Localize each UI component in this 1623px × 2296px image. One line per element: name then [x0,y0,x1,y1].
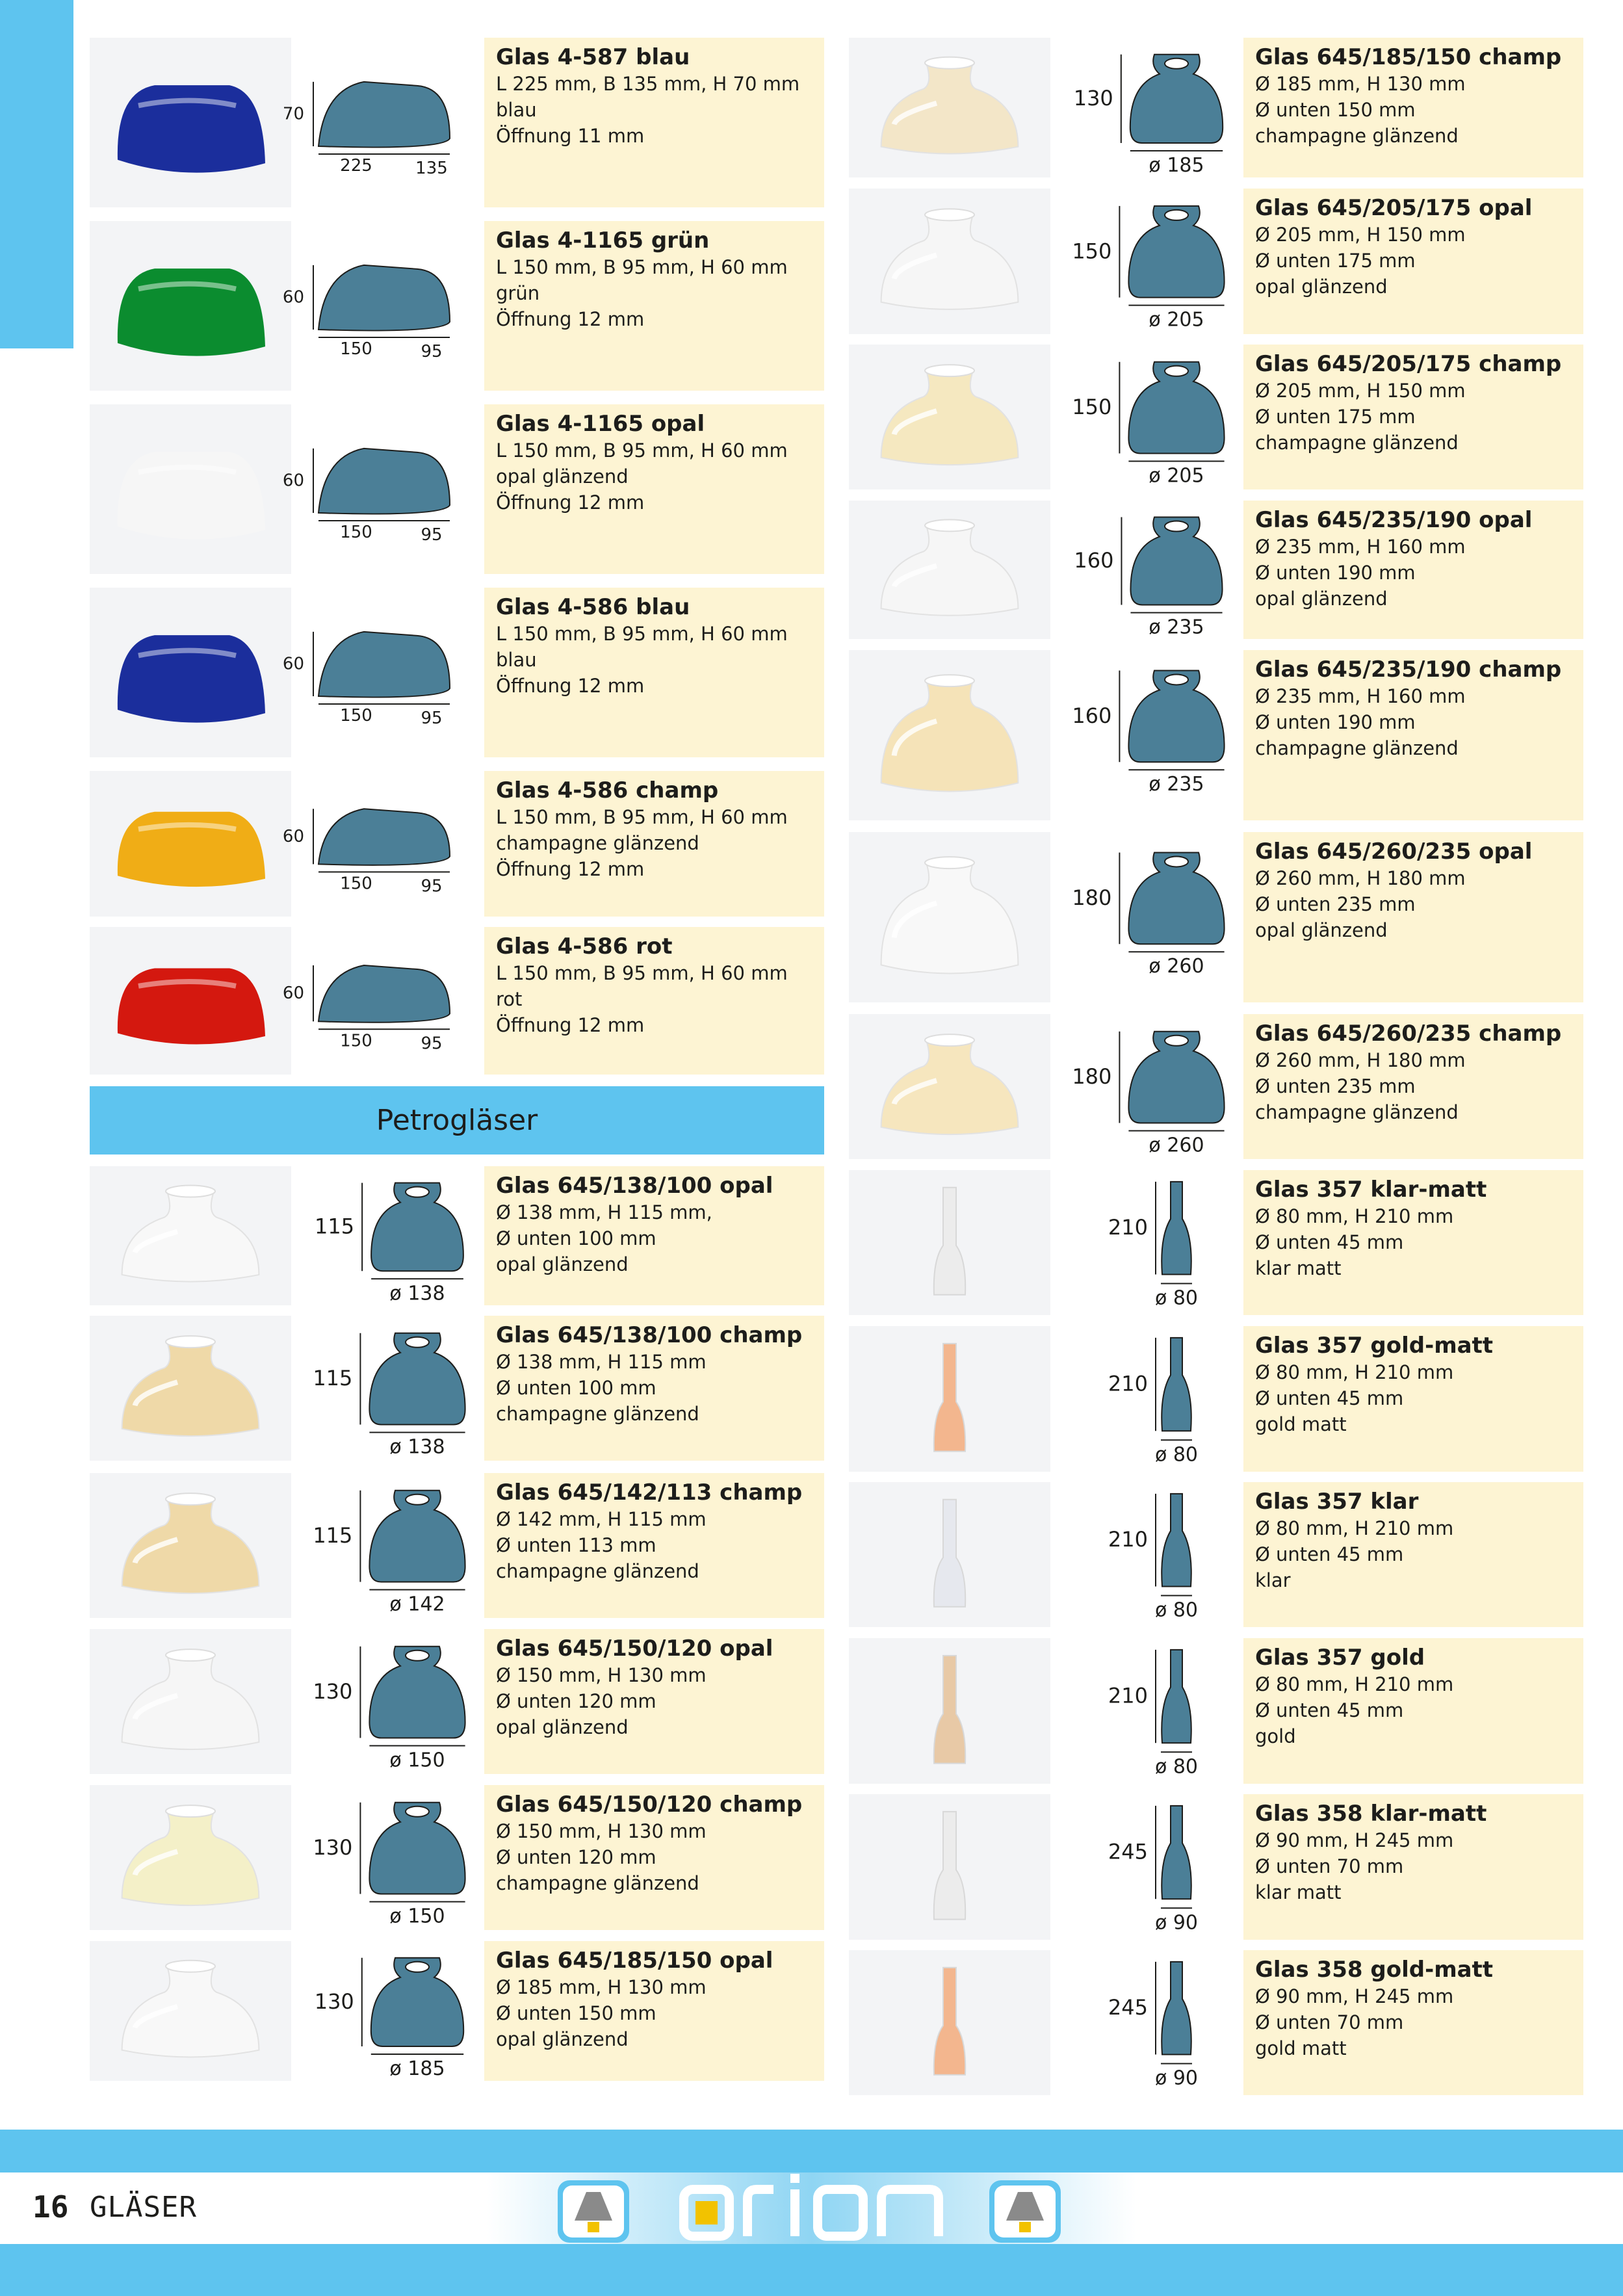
glass-shade [934,1812,965,1920]
product-spec-line: champagne glänzend [1255,432,1459,454]
product-photo [849,1170,1050,1315]
dim-height: 245 [1108,1839,1148,1864]
product-row [849,832,1583,1002]
product-spec-line: opal glänzend [496,1253,629,1275]
product-photo [849,38,1050,177]
product-row [90,1941,824,2081]
dim-width: 95 [421,525,443,545]
product-spec-line: Ø 150 mm, H 130 mm [496,1664,707,1686]
product-info [1243,1950,1583,2095]
product-info [484,1785,824,1930]
product-spec-line: gold matt [1255,1413,1347,1435]
glass-shade [934,1656,965,1764]
product-row [90,1473,824,1618]
glass-shade [881,525,1019,615]
product-spec-line: grün [496,282,540,304]
product-spec-line: L 150 mm, B 95 mm, H 60 mm [496,962,788,984]
dim-diameter: ø 138 [389,1282,445,1305]
product-photo [849,1326,1050,1472]
dim-height: 115 [315,1214,355,1239]
dim-width: 95 [421,1034,443,1054]
dim-diameter: ø 205 [1149,308,1204,332]
dim-height: 130 [313,1835,353,1860]
product-row [849,189,1583,334]
product-info [484,588,824,757]
dim-diameter: ø 260 [1149,955,1204,978]
product-spec-line: Ø unten 45 mm [1255,1699,1404,1721]
product-spec-line: opal glänzend [1255,276,1388,298]
product-photo [90,1473,291,1618]
product-row [849,1170,1583,1315]
product-title: Glas 645/138/100 opal [496,1173,773,1199]
product-spec-line: opal glänzend [496,1716,629,1738]
product-spec-line: Öffnung 11 mm [496,125,645,147]
product-row [849,1950,1583,2095]
product-spec-line: L 150 mm, B 95 mm, H 60 mm [496,806,788,828]
product-photo [849,1950,1050,2095]
dim-diameter: ø 235 [1149,616,1204,639]
product-spec-line: Ø 80 mm, H 210 mm [1255,1361,1454,1383]
product-row [849,501,1583,639]
footer-band-top [0,2130,1623,2172]
shape-outline [1162,1962,1191,2055]
dim-diameter: ø 185 [1149,154,1204,177]
dim-height: 210 [1108,1215,1148,1240]
product-spec-line: opal glänzend [496,465,629,488]
product-photo [90,38,291,207]
dim-height: 150 [1072,395,1112,420]
product-spec-line: klar [1255,1569,1291,1591]
product-photo [849,501,1050,639]
product-spec-line: Ø 205 mm, H 150 mm [1255,380,1466,402]
product-spec-line: L 150 mm, B 95 mm, H 60 mm [496,256,788,278]
product-title: Glas 4-1165 grün [496,228,710,254]
product-spec-line: Ø unten 45 mm [1255,1543,1404,1565]
dim-diameter: ø 205 [1149,464,1204,488]
product-title: Glas 358 klar-matt [1255,1801,1487,1827]
product-title: Glas 645/142/113 champ [496,1480,803,1506]
brand-text: orion [676,2167,678,2168]
product-spec-line: Ø unten 235 mm [1255,893,1416,915]
product-spec-line: champagne glänzend [496,832,699,854]
product-row [90,1166,824,1305]
product-spec-line: Ø unten 70 mm [1255,2011,1404,2033]
shape-outline [1162,1650,1191,1743]
product-spec-line: Ø 260 mm, H 180 mm [1255,867,1466,889]
product-spec-line: L 150 mm, B 95 mm, H 60 mm [496,623,788,645]
product-title: Glas 645/185/150 champ [1255,44,1562,70]
product-title: Glas 357 gold [1255,1645,1425,1671]
product-title: Glas 4-587 blau [496,44,690,70]
product-row [90,1316,824,1461]
product-spec-line: blau [496,99,537,121]
product-spec-line: Ø 90 mm, H 245 mm [1255,1829,1454,1851]
product-photo [849,345,1050,489]
product-title: Glas 4-586 champ [496,777,719,803]
dim-height: 60 [282,826,304,846]
product-spec-line: champagne glänzend [496,1560,699,1582]
product-spec-line: Öffnung 12 mm [496,491,645,514]
dim-length: 150 [340,706,372,726]
product-info [484,1941,824,2081]
glass-shade [122,1655,259,1749]
shape-outline [318,965,450,1023]
shape-outline [1162,1494,1191,1587]
product-row [849,650,1583,820]
product-photo [90,404,291,574]
product-spec-line: gold [1255,1725,1296,1747]
product-spec-line: Ø 235 mm, H 160 mm [1255,685,1466,707]
dim-length: 225 [340,156,372,176]
dim-length: 150 [340,339,372,359]
glass-shade [122,1499,259,1593]
product-spec-line: Ø unten 45 mm [1255,1231,1404,1253]
dim-height: 60 [282,471,304,491]
product-spec-line: gold matt [1255,2037,1347,2059]
dim-width: 135 [415,159,448,179]
shape-outline [318,449,450,514]
product-photo [849,189,1050,334]
product-title: Glas 645/150/120 champ [496,1792,803,1818]
dim-height: 245 [1108,1995,1148,2020]
product-title: Glas 358 gold-matt [1255,1957,1494,1983]
product-info [1243,501,1583,639]
dim-height: 60 [282,287,304,307]
product-spec-line: Ø 235 mm, H 160 mm [1255,536,1466,558]
dim-height: 210 [1108,1371,1148,1396]
product-spec-line: Ø unten 190 mm [1255,562,1416,584]
section-name: GLÄSER [90,2191,197,2224]
product-photo [90,1316,291,1461]
dim-diameter: ø 150 [389,1749,445,1772]
product-spec-line: Ø unten 100 mm [496,1377,656,1399]
product-spec-line: champagne glänzend [1255,125,1459,147]
product-photo [90,1941,291,2081]
glass-shade [934,1500,965,1607]
product-info [1243,189,1583,334]
dim-diameter: ø 80 [1154,1755,1199,1779]
product-spec-line: opal glänzend [496,2028,629,2050]
dim-width: 95 [421,342,443,362]
product-spec-line: Ø unten 150 mm [496,2002,656,2024]
product-info [1243,1014,1583,1159]
dim-length: 150 [340,1031,372,1051]
shape-outline [1162,1182,1191,1275]
product-spec-line: Ø unten 100 mm [496,1227,656,1249]
product-photo [849,650,1050,820]
product-spec-line: klar matt [1255,1881,1342,1903]
glass-shade [881,371,1019,465]
dim-length: 150 [340,523,372,543]
product-spec-line: Öffnung 12 mm [496,1014,645,1036]
product-title: Glas 645/205/175 champ [1255,351,1562,377]
product-info [1243,1326,1583,1472]
product-spec-line: Ø unten 120 mm [496,1690,656,1712]
product-title: Glas 4-586 rot [496,933,673,959]
product-spec-line: Ø 260 mm, H 180 mm [1255,1049,1466,1071]
product-spec-line: Ø 185 mm, H 130 mm [1255,73,1466,95]
product-title: Glas 645/260/235 opal [1255,839,1533,865]
glass-shade [122,1192,259,1282]
product-spec-line: Ø 90 mm, H 245 mm [1255,1985,1454,2007]
product-row [849,1638,1583,1784]
glass-shade [122,1342,259,1436]
product-photo [90,1785,291,1930]
product-info [484,38,824,207]
product-info [1243,1638,1583,1784]
footer-band-bottom [0,2244,1623,2296]
product-spec-line: Ø unten 190 mm [1255,711,1416,733]
product-spec-line: champagne glänzend [496,1403,699,1425]
section-header: Petrogläser [90,1086,824,1155]
product-title: Glas 357 klar-matt [1255,1177,1487,1203]
product-spec-line: Ø 205 mm, H 150 mm [1255,224,1466,246]
product-title: Glas 357 klar [1255,1489,1419,1515]
product-info [484,927,824,1075]
product-spec-line: Ø unten 45 mm [1255,1387,1404,1409]
shape-outline [1162,1338,1191,1431]
product-spec-line: Öffnung 12 mm [496,675,645,697]
glass-shade [881,1040,1019,1134]
product-photo [90,927,291,1075]
product-spec-line: opal glänzend [1255,919,1388,941]
product-row [849,38,1583,177]
page-number: 16 [32,2189,69,2224]
lamp-icon [989,2180,1061,2243]
shape-outline [1162,1806,1191,1899]
product-row [90,221,824,391]
glass-shade [122,1966,259,2057]
product-spec-line: Ø unten 150 mm [1255,99,1416,121]
product-info [1243,38,1583,177]
product-title: Glas 645/185/150 opal [496,1948,773,1974]
product-photo [849,832,1050,1002]
product-row [849,1014,1583,1159]
dim-diameter: ø 260 [1149,1134,1204,1157]
dim-height: 180 [1072,885,1112,910]
dim-diameter: ø 150 [389,1905,445,1928]
product-spec-line: Ø unten 235 mm [1255,1075,1416,1097]
product-info [484,1473,824,1618]
product-title: Glas 645/138/100 champ [496,1322,803,1348]
product-spec-line: Ø 80 mm, H 210 mm [1255,1673,1454,1695]
dim-height: 60 [282,984,304,1004]
product-spec-line: blau [496,649,537,671]
product-spec-line: Ø unten 120 mm [496,1846,656,1868]
dim-diameter: ø 80 [1154,1286,1199,1310]
dim-height: 160 [1074,548,1114,573]
product-spec-line: Ø unten 175 mm [1255,250,1416,272]
dim-height: 160 [1072,703,1112,728]
product-title: Glas 357 gold-matt [1255,1333,1494,1359]
glass-shade [934,1344,965,1452]
product-title: Glas 645/150/120 opal [496,1636,773,1662]
dim-height: 60 [282,654,304,674]
product-photo [90,1629,291,1774]
glass-shade [881,63,1019,154]
glass-shade [122,1811,259,1905]
product-photo [849,1794,1050,1940]
product-spec-line: Ø 138 mm, H 115 mm, [496,1201,712,1223]
product-title: Glas 645/260/235 champ [1255,1021,1562,1047]
dim-height: 115 [313,1523,353,1548]
product-photo [90,221,291,391]
brand-logo [676,2167,949,2252]
product-info [1243,345,1583,489]
product-spec-line: Öffnung 12 mm [496,308,645,330]
product-spec-line: Ø unten 70 mm [1255,1855,1404,1877]
product-spec-line: Öffnung 12 mm [496,858,645,880]
product-spec-line: Ø 80 mm, H 210 mm [1255,1205,1454,1227]
product-spec-line: champagne glänzend [1255,1101,1459,1123]
product-photo [90,1166,291,1305]
dim-height: 130 [1073,85,1113,111]
product-info [1243,832,1583,1002]
product-info [1243,1794,1583,1940]
product-spec-line: opal glänzend [1255,588,1388,610]
product-row [90,771,824,917]
dim-height: 150 [1072,239,1112,264]
product-info [1243,1170,1583,1315]
product-spec-line: L 225 mm, B 135 mm, H 70 mm [496,73,800,95]
dim-diameter: ø 80 [1154,1443,1199,1467]
product-spec-line: champagne glänzend [496,1872,699,1894]
dim-diameter: ø 90 [1154,1911,1199,1935]
product-photo [90,588,291,757]
product-spec-line: Ø unten 113 mm [496,1534,656,1556]
product-row [849,345,1583,489]
product-row [849,1326,1583,1472]
product-spec-line: Ø 80 mm, H 210 mm [1255,1517,1454,1539]
shape-outline [318,82,450,148]
product-title: Glas 4-586 blau [496,594,690,620]
product-title: Glas 645/205/175 opal [1255,195,1533,221]
product-photo [849,1638,1050,1784]
product-title: Glas 4-1165 opal [496,411,705,437]
product-photo [849,1482,1050,1627]
dim-length: 150 [340,874,372,894]
dim-diameter: ø 142 [389,1593,445,1616]
product-info [484,771,824,917]
product-spec-line: Ø 142 mm, H 115 mm [496,1508,707,1530]
product-spec-line: Ø 150 mm, H 130 mm [496,1820,707,1842]
dim-width: 95 [421,709,443,729]
lamp-icon [558,2180,629,2243]
product-spec-line: rot [496,988,523,1010]
glass-shade [881,215,1019,309]
dim-width: 95 [421,876,443,896]
dim-diameter: ø 90 [1154,2067,1199,2090]
product-row [90,1629,824,1774]
product-spec-line: Ø unten 175 mm [1255,406,1416,428]
dim-height: 210 [1108,1527,1148,1552]
product-photo [90,771,291,917]
dim-height: 210 [1108,1683,1148,1708]
product-row [849,1482,1583,1627]
product-photo [849,1014,1050,1159]
dim-diameter: ø 138 [389,1435,445,1459]
dim-height: 130 [314,1989,354,2014]
dim-height: 180 [1072,1064,1112,1089]
product-spec-line: L 150 mm, B 95 mm, H 60 mm [496,439,788,462]
product-row [90,38,824,207]
product-spec-line: champagne glänzend [1255,737,1459,759]
product-row [90,927,824,1075]
product-spec-line: Ø 185 mm, H 130 mm [496,1976,707,1998]
product-row [90,1785,824,1930]
dim-height: 70 [282,104,304,124]
glass-shade [934,1968,965,2075]
product-info [1243,650,1583,820]
side-tab [0,0,73,348]
dim-height: 115 [313,1366,353,1391]
dim-diameter: ø 185 [389,2057,445,2081]
shape-outline [318,809,450,865]
product-info [1243,1482,1583,1627]
product-row [90,404,824,574]
dim-diameter: ø 235 [1149,773,1204,796]
product-info [484,404,824,574]
product-title: Glas 645/235/190 champ [1255,657,1562,683]
product-info [484,1316,824,1461]
product-info [484,1629,824,1774]
shape-outline [318,265,450,331]
product-row [90,588,824,757]
product-row [849,1794,1583,1940]
dim-height: 130 [313,1679,353,1704]
product-info [484,1166,824,1305]
glass-shade [934,1188,965,1295]
shape-outline [318,632,450,698]
product-spec-line: klar matt [1255,1257,1342,1279]
product-info [484,221,824,391]
product-title: Glas 645/235/190 opal [1255,507,1533,533]
dim-diameter: ø 80 [1154,1598,1199,1622]
product-spec-line: Ø 138 mm, H 115 mm [496,1351,707,1373]
